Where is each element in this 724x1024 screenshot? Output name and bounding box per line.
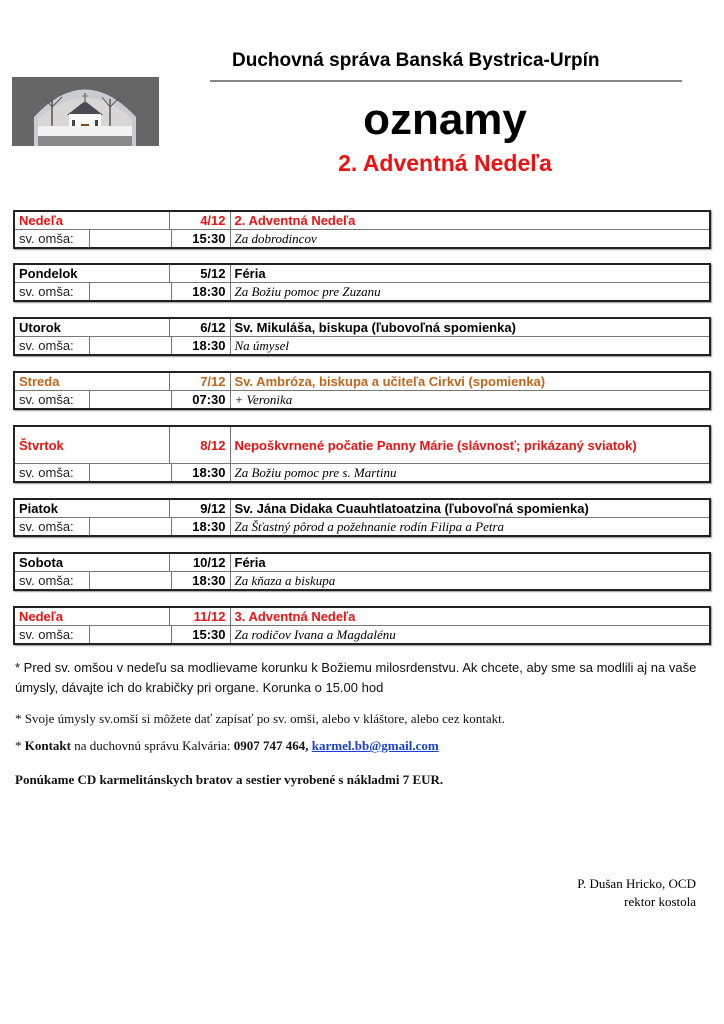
day-feast: Féria <box>230 553 710 572</box>
mass-intention: Na úmysel <box>230 337 710 356</box>
day-name: Nedeľa <box>14 211 169 230</box>
day-header-row <box>14 607 710 626</box>
mass-intention: Za dobrodincov <box>230 230 710 249</box>
day-header-row <box>14 553 710 572</box>
day-date: 11/12 <box>169 607 230 626</box>
day-name: Nedeľa <box>14 607 169 626</box>
day-block <box>13 552 711 591</box>
mass-blank-cell <box>89 626 171 645</box>
day-name: Pondelok <box>14 264 169 283</box>
page-subtitle: 2. Adventná Nedeľa <box>338 150 552 176</box>
day-name: Utorok <box>14 318 169 337</box>
day-header-row <box>14 372 710 391</box>
day-block <box>13 371 711 410</box>
mass-label: sv. omša: <box>14 337 89 356</box>
mass-intention: Za Božiu pomoc pre Zuzanu <box>230 283 710 302</box>
mass-row <box>14 337 710 356</box>
mass-label: sv. omša: <box>14 572 89 591</box>
mass-blank-cell <box>89 464 171 483</box>
day-header-row <box>14 211 710 230</box>
mass-intention: Za Božiu pomoc pre s. Martinu <box>230 464 710 483</box>
note-contact-label: Kontakt <box>24 738 71 753</box>
mass-blank-cell <box>89 518 171 537</box>
day-name: Piatok <box>14 499 169 518</box>
mass-row <box>14 626 710 645</box>
day-date: 5/12 <box>169 264 230 283</box>
mass-time: 15:30 <box>171 626 230 645</box>
note-rosary: * Pred sv. omšou v nedeľu sa modlievame korunku k Božiemu milosrdenstvu. Ak chcete, aby sme sa modlili aj na vaše úmysly, dávajte ich do krabičky pri organe. Korunka o 15.00 hod <box>15 660 697 695</box>
note-contact <box>15 736 705 756</box>
mass-row <box>14 391 710 410</box>
mass-row <box>14 283 710 302</box>
day-date: 4/12 <box>169 211 230 230</box>
day-block <box>13 210 711 249</box>
signature-name: P. Dušan Hricko, OCD <box>577 876 696 891</box>
mass-label: sv. omša: <box>14 283 89 302</box>
day-feast: Sv. Mikuláša, biskupa (ľubovoľná spomienka) <box>230 318 710 337</box>
mass-label: sv. omša: <box>14 230 89 249</box>
day-feast: Sv. Ambróza, biskupa a učiteľa Cirkvi (spomienka) <box>230 372 710 391</box>
day-name: Štvrtok <box>14 426 169 464</box>
note-cd-offer: Ponúkame CD karmelitánskych bratov a sestier vyrobené s nákladmi 7 EUR. <box>15 772 444 787</box>
mass-row <box>14 518 710 537</box>
mass-row <box>14 464 710 483</box>
day-feast: 3. Adventná Nedeľa <box>230 607 710 626</box>
day-block <box>13 498 711 537</box>
mass-intention: Za rodičov Ivana a Magdalénu <box>230 626 710 645</box>
day-feast: Féria <box>230 264 710 283</box>
day-header-row <box>14 318 710 337</box>
day-block <box>13 263 711 302</box>
mass-blank-cell <box>89 391 171 410</box>
contact-email-link[interactable]: karmel.bb@gmail.com <box>311 738 439 753</box>
day-name: Sobota <box>14 553 169 572</box>
church-photo-icon <box>12 77 159 146</box>
mass-label: sv. omša: <box>14 464 89 483</box>
mass-label: sv. omša: <box>14 391 89 410</box>
mass-intention: + Veronika <box>230 391 710 410</box>
day-date: 6/12 <box>169 318 230 337</box>
day-date: 8/12 <box>169 426 230 464</box>
day-date: 9/12 <box>169 499 230 518</box>
day-block <box>13 425 711 483</box>
signature-role: rektor kostola <box>624 894 696 909</box>
mass-blank-cell <box>89 230 171 249</box>
header-divider <box>210 80 682 82</box>
mass-label: sv. omša: <box>14 518 89 537</box>
day-date: 10/12 <box>169 553 230 572</box>
mass-time: 15:30 <box>171 230 230 249</box>
mass-time: 18:30 <box>171 283 230 302</box>
mass-blank-cell <box>89 572 171 591</box>
day-header-row <box>14 264 710 283</box>
page-title: oznamy <box>363 95 527 144</box>
day-block <box>13 317 711 356</box>
day-feast: Nepoškvrnené počatie Panny Márie (slávnosť; prikázaný sviatok) <box>230 426 710 464</box>
note-contact-prefix: * <box>15 738 25 753</box>
mass-label: sv. omša: <box>14 626 89 645</box>
mass-time: 18:30 <box>171 518 230 537</box>
note-intentions: * Svoje úmysly sv.omší si môžete dať zapísať po sv. omši, alebo v kláštore, alebo cez kontakt. <box>15 711 505 726</box>
day-name: Streda <box>14 372 169 391</box>
mass-intention: Za kňaza a biskupa <box>230 572 710 591</box>
mass-row <box>14 572 710 591</box>
mass-blank-cell <box>89 283 171 302</box>
mass-time: 07:30 <box>171 391 230 410</box>
day-header-row <box>14 426 710 464</box>
day-feast: 2. Adventná Nedeľa <box>230 211 710 230</box>
organization-name: Duchovná správa Banská Bystrica-Urpín <box>232 50 600 71</box>
note-contact-text: na duchovnú správu Kalvária: <box>70 738 234 753</box>
mass-blank-cell <box>89 337 171 356</box>
day-header-row <box>14 499 710 518</box>
contact-phone: 0907 747 464, <box>233 738 309 753</box>
day-feast: Sv. Jána Didaka Cuauhtlatoatzina (ľubovoľná spomienka) <box>230 499 710 518</box>
mass-time: 18:30 <box>171 464 230 483</box>
day-date: 7/12 <box>169 372 230 391</box>
day-block <box>13 606 711 645</box>
mass-row <box>14 230 710 249</box>
mass-time: 18:30 <box>171 337 230 356</box>
mass-intention: Za Šťastný pôrod a požehnanie rodín Filipa a Petra <box>230 518 710 537</box>
mass-time: 18:30 <box>171 572 230 591</box>
